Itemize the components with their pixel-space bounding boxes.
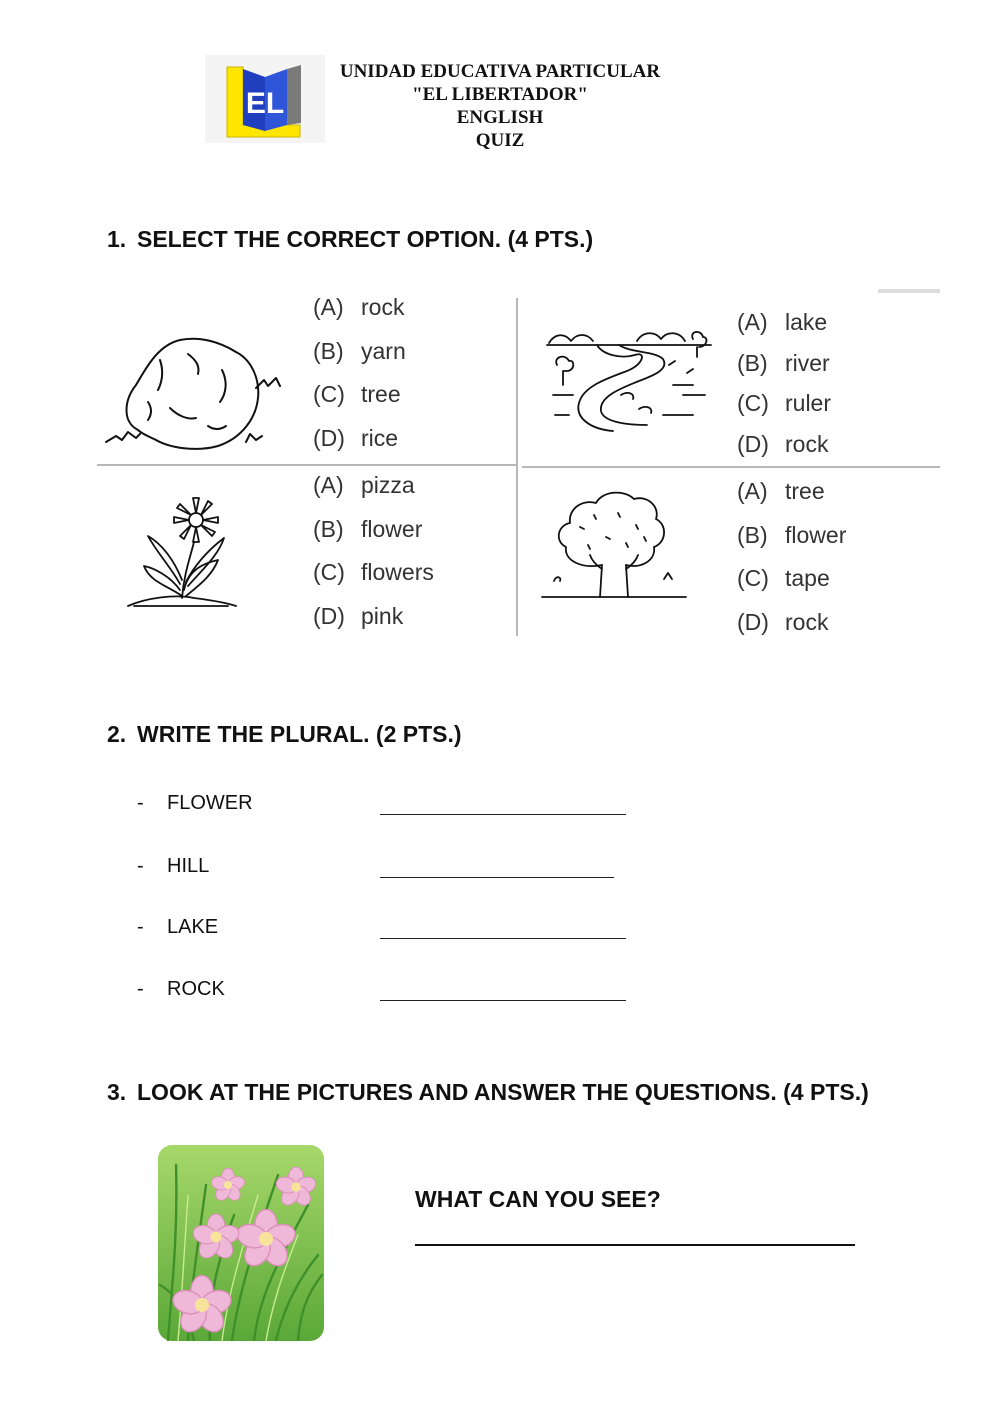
section2-number: 2. — [107, 721, 127, 747]
question3-option-c[interactable]: (C) flowers — [313, 559, 434, 585]
section2-heading: WRITE THE PLURAL. (2 PTS.) — [137, 721, 462, 747]
question1-option-b[interactable]: (B) yarn — [313, 337, 406, 364]
picture-question: WHAT CAN YOU SEE? — [415, 1186, 661, 1212]
question4-option-d[interactable]: (D) rock — [737, 608, 829, 635]
section3-title — [107, 1079, 869, 1106]
plural-item: - LAKE — [137, 916, 219, 938]
plural-answer-line[interactable] — [380, 938, 626, 939]
section3-heading: LOOK AT THE PICTURES AND ANSWER THE QUESTIONS. (4 PTS.) — [137, 1079, 869, 1105]
plural-item: - FLOWER — [137, 792, 253, 814]
plural-item: - ROCK — [137, 978, 225, 1000]
question4-options — [737, 478, 846, 652]
question1-option-c[interactable]: (C) tree — [313, 381, 401, 407]
question1-option-a[interactable]: (A) rock — [313, 294, 405, 320]
logo-lettering: EL — [245, 87, 285, 120]
school-name-line1: UNIDAD EDUCATIVA PARTICULAR — [339, 61, 661, 82]
subject-label: ENGLISH — [456, 107, 544, 128]
grid-vertical-divider — [516, 298, 518, 636]
section3-number: 3. — [107, 1079, 127, 1105]
flower-drawing — [124, 494, 239, 612]
question2-option-d[interactable]: (D) rock — [737, 430, 829, 457]
plural-answer-line[interactable] — [380, 814, 626, 815]
question-answer-line[interactable] — [415, 1244, 855, 1246]
question2-option-c[interactable]: (C) ruler — [737, 390, 832, 416]
section1-number: 1. — [107, 226, 127, 252]
plural-word: HILL — [167, 855, 210, 877]
plural-item: - HILL — [137, 855, 210, 877]
plural-word: ROCK — [167, 978, 225, 1000]
section1-title — [107, 226, 593, 253]
question2-options — [737, 309, 831, 471]
school-name-line2: "EL LIBERTADOR" — [412, 84, 588, 105]
section2-title — [107, 721, 462, 748]
question4-option-c[interactable]: (C) tape — [737, 565, 830, 591]
plural-word: LAKE — [167, 916, 219, 938]
question4-option-a[interactable]: (A) tree — [737, 478, 825, 504]
question1-option-d[interactable]: (D) rice — [313, 424, 399, 451]
plural-answer-line[interactable] — [380, 877, 614, 878]
question2-option-a[interactable]: (A) lake — [737, 309, 828, 335]
plural-answer-line[interactable] — [380, 1000, 626, 1001]
plural-word: FLOWER — [167, 792, 253, 814]
question4-option-b[interactable]: (B) flower — [737, 521, 847, 548]
flower-photo — [158, 1145, 324, 1341]
rock-drawing — [100, 330, 290, 455]
question3-option-b[interactable]: (B) flower — [313, 515, 423, 542]
question3-option-d[interactable]: (D) pink — [313, 602, 404, 629]
question1-options — [313, 294, 406, 468]
section1-heading: SELECT THE CORRECT OPTION. (4 PTS.) — [137, 226, 594, 252]
grid-horizontal-divider-right — [522, 466, 940, 468]
document-type-label: QUIZ — [475, 130, 525, 151]
question2-option-b[interactable]: (B) river — [737, 349, 830, 376]
question3-options — [313, 472, 434, 646]
tree-drawing — [540, 485, 688, 603]
river-drawing — [543, 325, 715, 437]
grid-horizontal-divider-left — [97, 464, 517, 466]
question3-option-a[interactable]: (A) pizza — [313, 472, 415, 498]
scan-mark — [878, 289, 940, 293]
school-header — [300, 60, 700, 152]
